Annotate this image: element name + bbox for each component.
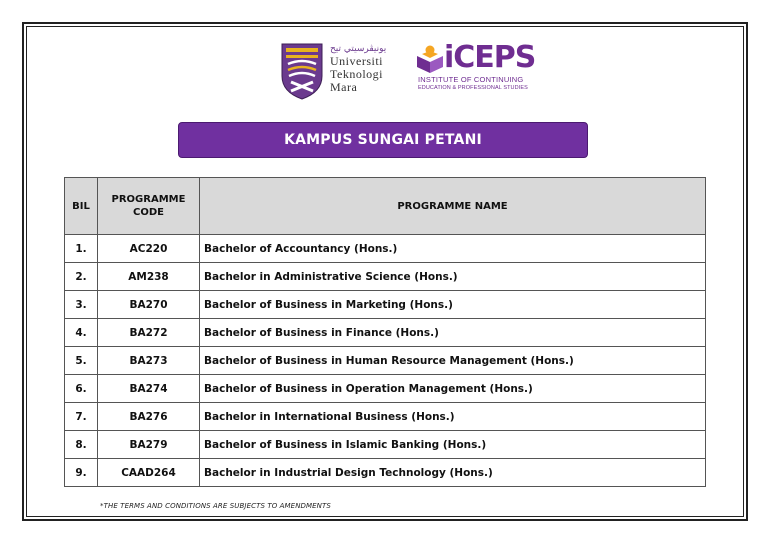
table-row [65, 263, 706, 291]
terms-footnote: *THE TERMS AND CONDITIONS ARE SUBJECTS TO AMENDMENTS [100, 502, 331, 510]
table-row [65, 291, 706, 319]
table-row [65, 347, 706, 375]
row-bil: 7. [65, 403, 98, 431]
iceps-subtitle-line-1: INSTITUTE OF CONTINUING [418, 75, 524, 84]
iceps-title: iCEPS [444, 40, 536, 75]
header-programme-code [98, 178, 200, 235]
iceps-subtitle-line-2: EDUCATION & PROFESSIONAL STUDIES [418, 85, 528, 91]
row-code: AC220 [98, 235, 200, 263]
table-row [65, 375, 706, 403]
row-name: Bachelor of Accountancy (Hons.) [200, 235, 706, 263]
uitm-wordmark [330, 44, 410, 94]
row-bil: 1. [65, 235, 98, 263]
table-row [65, 459, 706, 487]
campus-banner: KAMPUS SUNGAI PETANI [178, 122, 588, 158]
row-code: BA274 [98, 375, 200, 403]
table-row [65, 319, 706, 347]
header-code-line-2: CODE [133, 207, 164, 218]
row-name: Bachelor of Business in Marketing (Hons.) [200, 291, 706, 319]
row-name: Bachelor in Industrial Design Technology (Hons.) [200, 459, 706, 487]
row-bil: 5. [65, 347, 98, 375]
row-bil: 6. [65, 375, 98, 403]
uitm-line-2: Teknologi [330, 67, 383, 81]
row-code: CAAD264 [98, 459, 200, 487]
row-bil: 2. [65, 263, 98, 291]
row-bil: 3. [65, 291, 98, 319]
row-bil: 8. [65, 431, 98, 459]
row-code: BA270 [98, 291, 200, 319]
table-header-row [65, 178, 706, 235]
row-name: Bachelor of Business in Operation Management (Hons.) [200, 375, 706, 403]
iceps-logo-icon [414, 44, 446, 74]
programme-table [64, 177, 706, 487]
row-code: BA279 [98, 431, 200, 459]
row-code: AM238 [98, 263, 200, 291]
table-row [65, 431, 706, 459]
header-bil: BIL [65, 178, 98, 235]
row-name: Bachelor in International Business (Hons.) [200, 403, 706, 431]
row-bil: 4. [65, 319, 98, 347]
row-code: BA272 [98, 319, 200, 347]
iceps-subtitle [418, 76, 533, 92]
uitm-jawi-text: ﻳﻮﻧﻴﭭﺮﺳﻴﺘﻲ ﺗﻴﺢ [330, 44, 387, 54]
header-code-line-1: PROGRAMME [111, 194, 186, 205]
row-name: Bachelor of Business in Islamic Banking (Hons.) [200, 431, 706, 459]
uitm-line-3: Mara [330, 80, 358, 94]
row-bil: 9. [65, 459, 98, 487]
uitm-line-1: Universiti [330, 54, 383, 68]
uitm-shield-icon [280, 42, 324, 100]
row-code: BA273 [98, 347, 200, 375]
header-programme-name: PROGRAMME NAME [200, 178, 706, 235]
table-row [65, 235, 706, 263]
row-name: Bachelor of Business in Finance (Hons.) [200, 319, 706, 347]
row-name: Bachelor of Business in Human Resource Management (Hons.) [200, 347, 706, 375]
table-row [65, 403, 706, 431]
row-code: BA276 [98, 403, 200, 431]
header-logos [280, 40, 536, 102]
row-name: Bachelor in Administrative Science (Hons.) [200, 263, 706, 291]
